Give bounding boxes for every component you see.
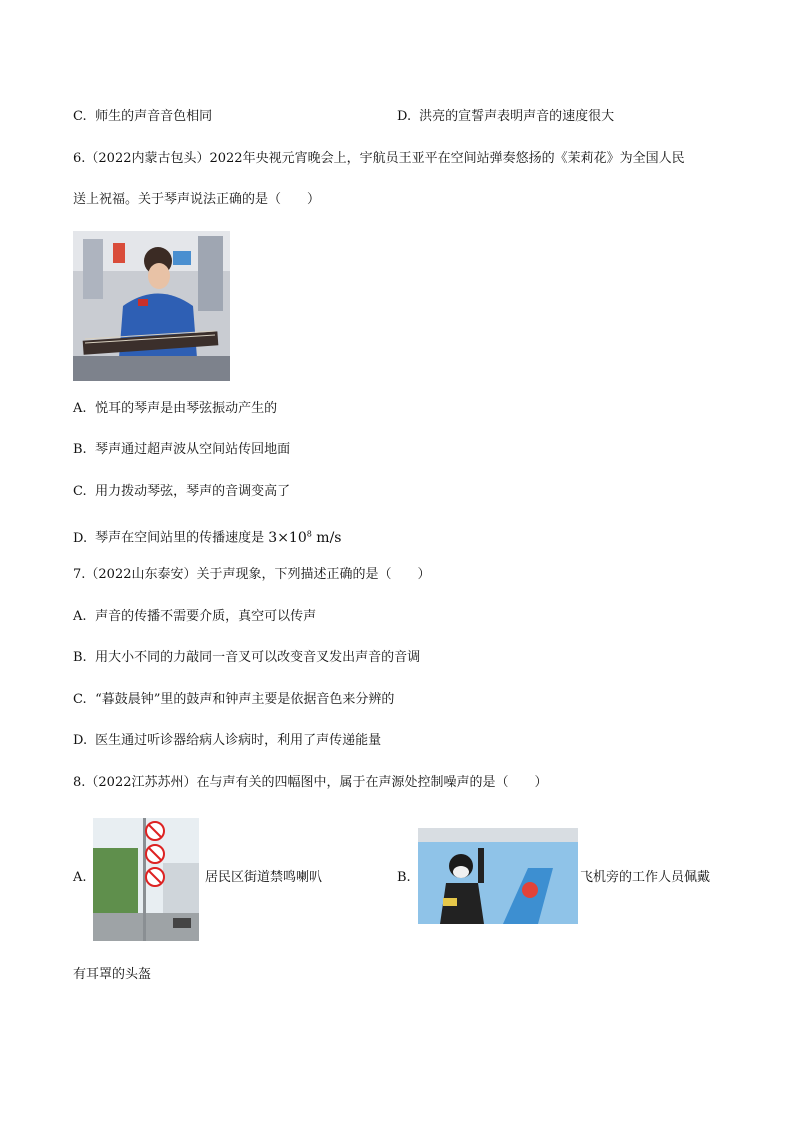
q7-option-a: [73, 608, 316, 626]
speed-exponent: 8: [306, 529, 312, 538]
option-text: 悦耳的琴声是由琴弦振动产生的: [95, 401, 278, 416]
q8-option-a-text: 居民区街道禁鸣喇叭: [205, 870, 323, 885]
q6-option-b: [73, 441, 290, 459]
q7-option-b: [73, 649, 420, 667]
q6-stem-line1: 6.（2022内蒙古包头）2022年央视元宵晚会上，宇航员王亚平在空间站弹奏悠扬的《茉莉花》为全国人民: [73, 151, 685, 166]
q8-option-b-text: 飞机旁的工作人员佩戴: [580, 870, 711, 885]
q6-option-d: [73, 525, 341, 548]
q8-option-b-letter: B.: [397, 870, 411, 885]
speed-coefficient: 3×10: [268, 529, 307, 546]
q5-option-c: [73, 108, 212, 126]
q7-stem: 7.（2022山东泰安）关于声现象，下列描述正确的是（ ）: [73, 567, 431, 582]
q8-option-a-letter: A.: [73, 870, 87, 885]
option-letter: A.: [73, 401, 87, 416]
option-text: 琴声通过超声波从空间站传回地面: [95, 442, 291, 457]
option-text: “暮鼓晨钟”里的鼓声和钟声主要是依据音色来分辨的: [95, 692, 395, 707]
q7-option-c: [73, 691, 394, 709]
option-letter: C.: [73, 692, 87, 707]
option-letter: D.: [73, 733, 88, 748]
option-text: 琴声在空间站里的传播速度是: [95, 530, 265, 546]
q5-option-d: [397, 108, 614, 126]
q7-option-d: [73, 732, 381, 750]
option-letter: C.: [73, 484, 87, 499]
option-letter: A.: [73, 609, 87, 624]
q6-stem-line2: 送上祝福。关于琴声说法正确的是（ ）: [73, 192, 321, 207]
airport-worker-earmuffs-photo: [418, 828, 578, 924]
option-text: 用大小不同的力敲同一音叉可以改变音叉发出声音的音调: [95, 650, 421, 665]
astronaut-guzheng-photo: [73, 231, 230, 381]
option-text: 用力拨动琴弦，琴声的音调变高了: [95, 484, 291, 499]
option-letter: B.: [73, 650, 87, 665]
speed-formula: [268, 530, 341, 546]
option-text: 师生的声音音色相同: [95, 109, 213, 124]
q6-option-c: [73, 483, 290, 501]
option-text: 洪亮的宣誓声表明声音的速度很大: [419, 109, 615, 124]
q6-option-a: [73, 400, 277, 418]
option-letter: C.: [73, 109, 87, 124]
option-letter: D.: [397, 109, 412, 124]
option-letter: B.: [73, 442, 87, 457]
no-honking-street-photo: [93, 818, 199, 941]
speed-unit: m/s: [316, 529, 342, 546]
option-text: 声音的传播不需要介质，真空可以传声: [95, 609, 317, 624]
q8-option-b-continuation: 有耳罩的头盔: [73, 967, 152, 982]
q8-stem: 8.（2022江苏苏州）在与声有关的四幅图中，属于在声源处控制噪声的是（ ）: [73, 775, 548, 790]
option-letter: D.: [73, 530, 88, 546]
option-text: 医生通过听诊器给病人诊病时，利用了声传递能量: [95, 733, 382, 748]
